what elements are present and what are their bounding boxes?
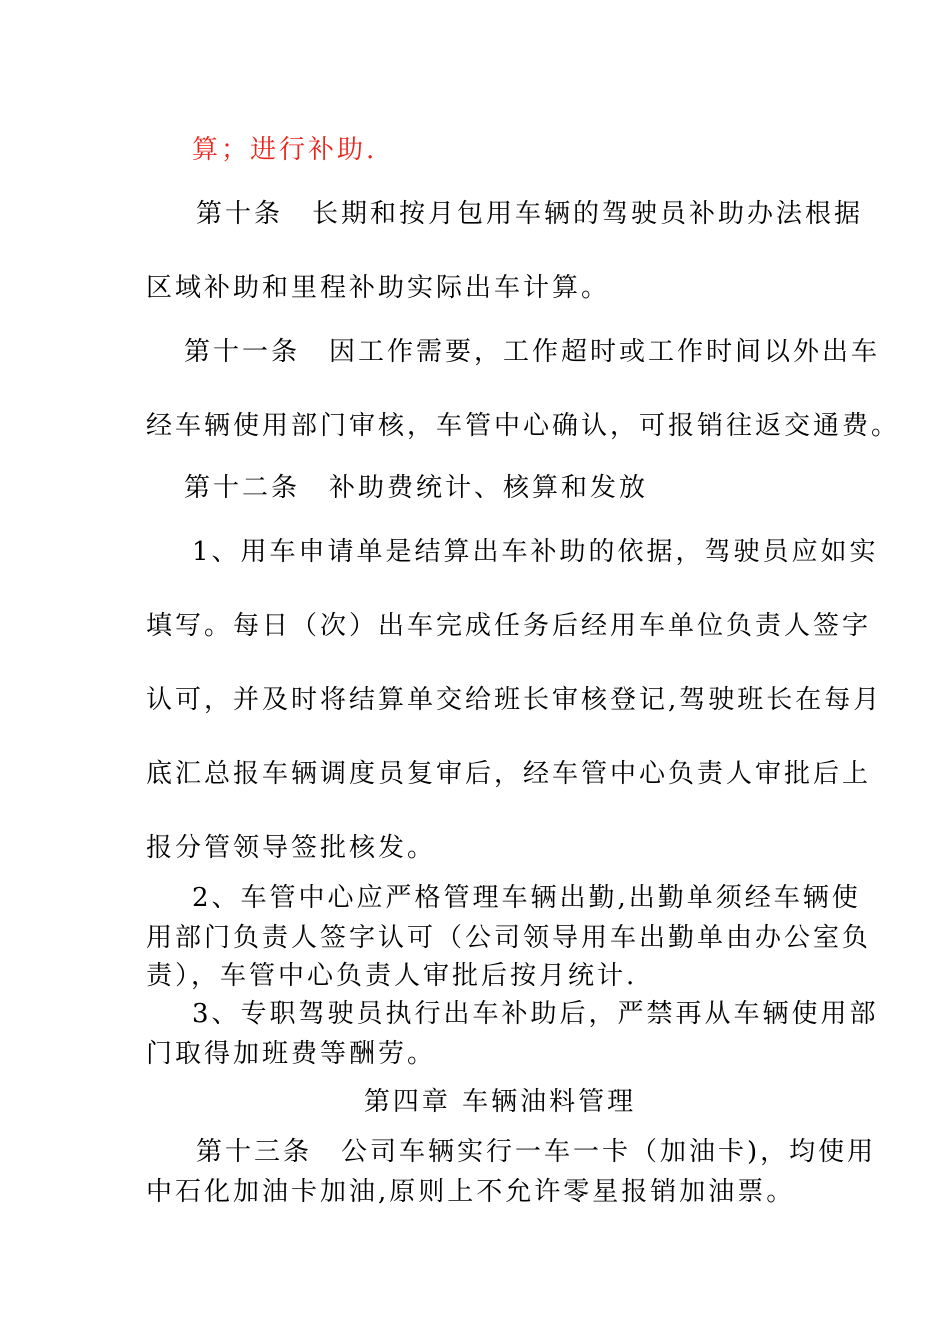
- item-1-line-1: 1、用车申请单是结算出车补助的依据，驾驶员应如实: [192, 537, 879, 567]
- item-3-line-1: 3、专职驾驶员执行出车补助后，严禁再从车辆使用部: [192, 999, 879, 1029]
- chapter-4-heading: 第四章 车辆油料管理: [363, 1087, 637, 1117]
- item-1-line-2: 填写。每日（次）出车完成任务后经用车单位负责人签字: [146, 611, 872, 641]
- paragraph-line-continuation: 算；进行补助.: [192, 135, 378, 165]
- item-1-line-4: 底汇总报车辆调度员复审后，经车管中心负责人审批后上: [146, 759, 872, 789]
- item-3-line-2: 门取得加班费等酬劳。: [146, 1039, 437, 1069]
- item-2-line-2: 用部门负责人签字认可（公司领导用车出勤单由办公室负: [146, 923, 872, 953]
- article-11-line-2: 经车辆使用部门审核，车管中心确认，可报销往返交通费。: [146, 411, 901, 441]
- article-12-heading: 第十二条 补助费统计、核算和发放: [184, 473, 649, 503]
- item-2-line-3: 责），车管中心负责人审批后按月统计.: [146, 961, 638, 991]
- article-13-line-1: 第十三条 公司车辆实行一车一卡（加油卡)，均使用: [196, 1137, 877, 1167]
- article-10-line-2: 区域补助和里程补助实际出车计算。: [146, 273, 611, 303]
- item-1-line-5: 报分管领导签批核发。: [146, 833, 437, 863]
- article-10-line-1: 第十条 长期和按月包用车辆的驾驶员补助办法根据: [196, 199, 864, 229]
- item-1-line-3: 认可，并及时将结算单交给班长审核登记,驾驶班长在每月: [146, 685, 883, 715]
- article-13-line-2: 中石化加油卡加油,原则上不允许零星报销加油票。: [146, 1177, 796, 1207]
- item-2-line-1: 2、车管中心应严格管理车辆出勤,出勤单须经车辆使: [192, 883, 861, 913]
- article-11-line-1: 第十一条 因工作需要，工作超时或工作时间以外出车: [184, 337, 881, 367]
